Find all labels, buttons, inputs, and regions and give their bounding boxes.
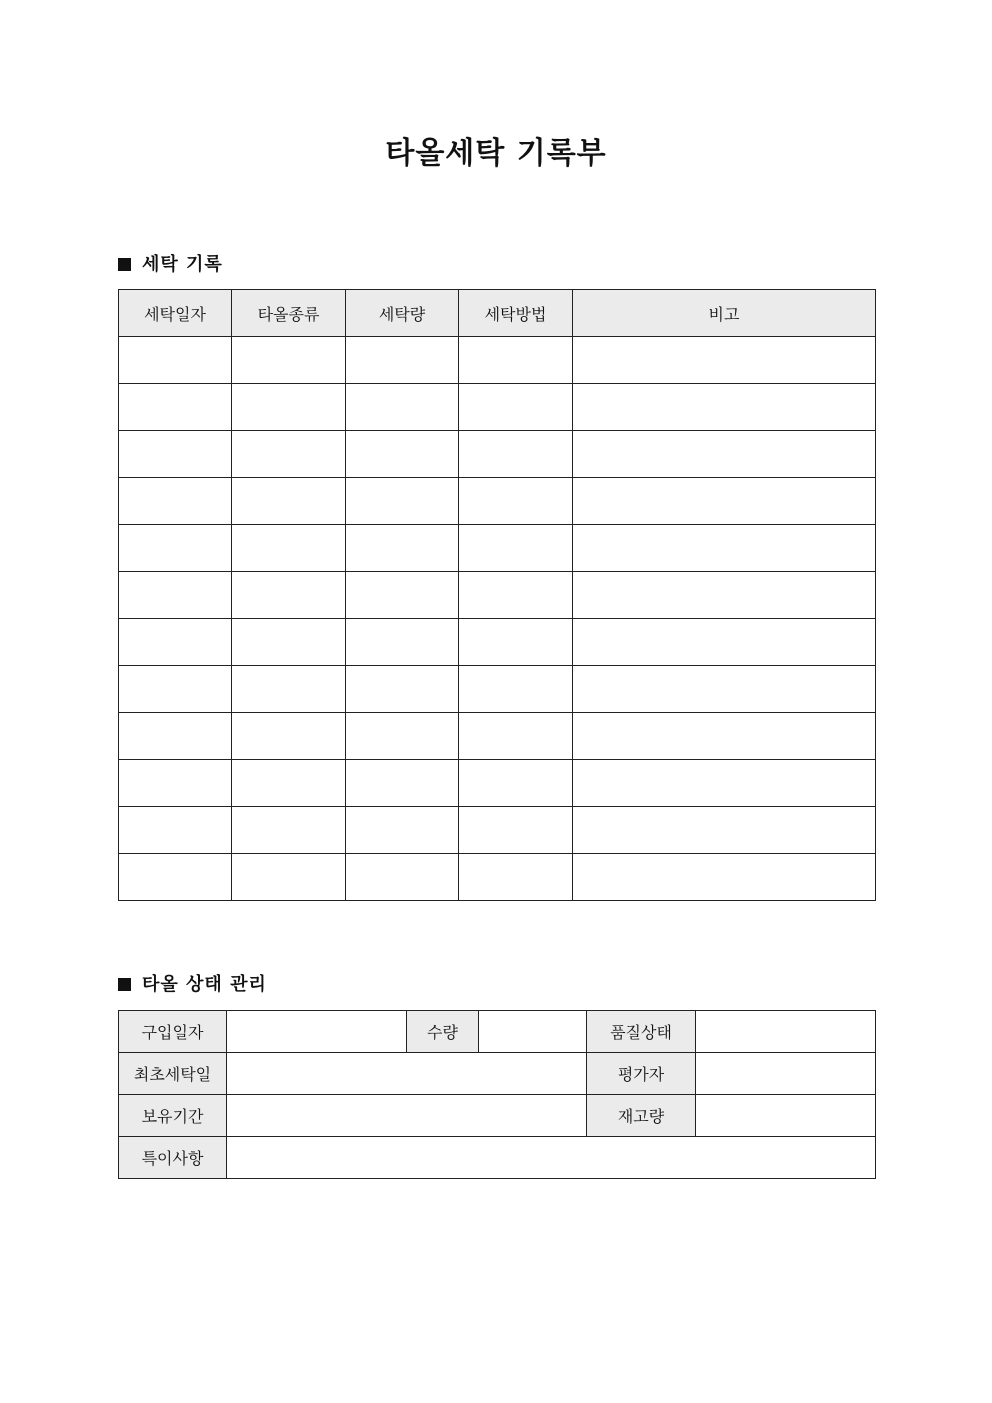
- wash-amount-cell[interactable]: [346, 337, 459, 384]
- notes-cell[interactable]: [573, 854, 876, 901]
- stock-label: 재고량: [587, 1095, 696, 1137]
- wash-date-cell[interactable]: [119, 760, 232, 807]
- wash-record-body: [119, 337, 876, 901]
- wash-date-cell[interactable]: [119, 384, 232, 431]
- column-header-wash-date: 세탁일자: [119, 290, 232, 337]
- wash-method-cell[interactable]: [459, 431, 573, 478]
- wash-amount-cell[interactable]: [346, 431, 459, 478]
- wash-method-cell[interactable]: [459, 619, 573, 666]
- wash-method-cell[interactable]: [459, 337, 573, 384]
- notes-cell[interactable]: [573, 807, 876, 854]
- notes-cell[interactable]: [573, 384, 876, 431]
- towel-type-cell[interactable]: [232, 431, 346, 478]
- towel-type-cell[interactable]: [232, 760, 346, 807]
- notes-cell[interactable]: [573, 478, 876, 525]
- wash-method-cell[interactable]: [459, 760, 573, 807]
- first-wash-date-field[interactable]: [227, 1053, 587, 1095]
- table-row: [119, 807, 876, 854]
- wash-method-cell[interactable]: [459, 572, 573, 619]
- towel-type-cell[interactable]: [232, 337, 346, 384]
- towel-type-cell[interactable]: [232, 572, 346, 619]
- wash-record-heading: [118, 253, 223, 277]
- first-wash-date-label: 최초세탁일: [119, 1053, 227, 1095]
- wash-date-cell[interactable]: [119, 431, 232, 478]
- wash-amount-cell[interactable]: [346, 854, 459, 901]
- square-bullet-icon: [118, 258, 131, 271]
- table-row: [119, 854, 876, 901]
- wash-amount-cell[interactable]: [346, 572, 459, 619]
- towel-type-cell[interactable]: [232, 666, 346, 713]
- wash-date-cell[interactable]: [119, 854, 232, 901]
- quality-status-label: 품질상태: [587, 1011, 696, 1053]
- column-header-towel-type: 타올종류: [232, 290, 346, 337]
- table-row: [119, 666, 876, 713]
- wash-amount-cell[interactable]: [346, 384, 459, 431]
- towel-status-heading: [118, 973, 267, 997]
- evaluator-field[interactable]: [696, 1053, 876, 1095]
- wash-date-cell[interactable]: [119, 478, 232, 525]
- towel-type-cell[interactable]: [232, 713, 346, 760]
- notes-cell[interactable]: [573, 337, 876, 384]
- remarks-field[interactable]: [227, 1137, 876, 1179]
- column-header-wash-method: 세탁방법: [459, 290, 573, 337]
- column-header-notes: 비고: [573, 290, 876, 337]
- table-header-row: [119, 290, 876, 337]
- notes-cell[interactable]: [573, 431, 876, 478]
- wash-method-cell[interactable]: [459, 384, 573, 431]
- wash-amount-cell[interactable]: [346, 619, 459, 666]
- evaluator-label: 평가자: [587, 1053, 696, 1095]
- purchase-date-label: 구입일자: [119, 1011, 227, 1053]
- purchase-date-field[interactable]: [227, 1011, 407, 1053]
- wash-method-cell[interactable]: [459, 525, 573, 572]
- wash-amount-cell[interactable]: [346, 807, 459, 854]
- wash-method-cell[interactable]: [459, 666, 573, 713]
- wash-record-table: [118, 289, 876, 901]
- wash-method-cell[interactable]: [459, 807, 573, 854]
- towel-type-cell[interactable]: [232, 478, 346, 525]
- wash-method-cell[interactable]: [459, 478, 573, 525]
- square-bullet-icon: [118, 978, 131, 991]
- status-row: [119, 1095, 876, 1137]
- towel-type-cell[interactable]: [232, 854, 346, 901]
- notes-cell[interactable]: [573, 666, 876, 713]
- notes-cell[interactable]: [573, 760, 876, 807]
- remarks-label: 특이사항: [119, 1137, 227, 1179]
- towel-type-cell[interactable]: [232, 525, 346, 572]
- towel-type-cell[interactable]: [232, 619, 346, 666]
- holding-period-label: 보유기간: [119, 1095, 227, 1137]
- notes-cell[interactable]: [573, 619, 876, 666]
- stock-field[interactable]: [696, 1095, 876, 1137]
- wash-amount-cell[interactable]: [346, 760, 459, 807]
- wash-date-cell[interactable]: [119, 525, 232, 572]
- quantity-field[interactable]: [479, 1011, 587, 1053]
- column-header-wash-amount: 세탁량: [346, 290, 459, 337]
- wash-record-heading-text: 세탁 기록: [142, 254, 223, 275]
- table-row: [119, 760, 876, 807]
- wash-date-cell[interactable]: [119, 807, 232, 854]
- wash-date-cell[interactable]: [119, 619, 232, 666]
- notes-cell[interactable]: [573, 525, 876, 572]
- table-row: [119, 572, 876, 619]
- table-row: [119, 619, 876, 666]
- towel-type-cell[interactable]: [232, 384, 346, 431]
- wash-amount-cell[interactable]: [346, 713, 459, 760]
- quality-status-field[interactable]: [696, 1011, 876, 1053]
- wash-date-cell[interactable]: [119, 713, 232, 760]
- towel-status-heading-text: 타올 상태 관리: [142, 974, 267, 995]
- status-row: [119, 1137, 876, 1179]
- wash-date-cell[interactable]: [119, 337, 232, 384]
- table-row: [119, 713, 876, 760]
- notes-cell[interactable]: [573, 572, 876, 619]
- holding-period-field[interactable]: [227, 1095, 587, 1137]
- status-row: [119, 1011, 876, 1053]
- table-row: [119, 337, 876, 384]
- notes-cell[interactable]: [573, 713, 876, 760]
- wash-date-cell[interactable]: [119, 572, 232, 619]
- wash-method-cell[interactable]: [459, 713, 573, 760]
- wash-amount-cell[interactable]: [346, 666, 459, 713]
- table-row: [119, 384, 876, 431]
- wash-amount-cell[interactable]: [346, 478, 459, 525]
- status-row: [119, 1053, 876, 1095]
- table-row: [119, 478, 876, 525]
- table-row: [119, 525, 876, 572]
- document-title: 타올세탁 기록부: [385, 136, 607, 171]
- wash-date-cell[interactable]: [119, 666, 232, 713]
- table-row: [119, 431, 876, 478]
- towel-type-cell[interactable]: [232, 807, 346, 854]
- wash-method-cell[interactable]: [459, 854, 573, 901]
- quantity-label: 수량: [407, 1011, 479, 1053]
- towel-status-table: [118, 1010, 876, 1179]
- wash-amount-cell[interactable]: [346, 525, 459, 572]
